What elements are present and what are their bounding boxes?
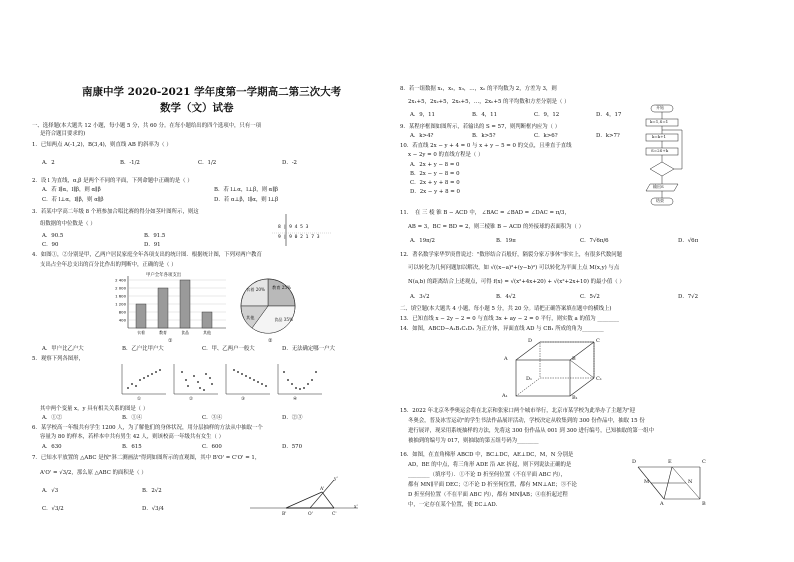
trap-label-d: D [632,459,637,465]
section1-heading: 一、选择题(本大题共 12 小题，每小题 5 分，共 60 分。在每小题给出的四个选项中，只有一项 [32,123,261,129]
q6-stem-cont: 容量为 80 的样本，若样本中共有男生 42 人，则该校高一年级共有女生（ ） [40,434,225,440]
bar-category-label: 教育 [159,330,167,335]
cube-figure [510,338,602,400]
q16-stem: 16．如图，在直角梯形 ABCD 中，BC⊥DC，AE⊥DC，M，N 分别是 [400,452,574,458]
q16-stem-cont: AD，BE 的中点，将三角形 ADE 沿 AE 折起，则下列说法正确的是 [408,462,572,468]
scatter-point [237,371,239,373]
cube-label-a1: A₁ [502,393,508,399]
q7-option-c: C．√3/2 [42,506,64,512]
q4-option-d: D．无法确定哪一户大 [282,346,335,352]
scatter-axes-1 [174,364,218,394]
q11-stem-cont: AB = 3，BC = BD = 2，则三棱锥 B − ACD 的外接球的表面积为（ ） [408,224,585,230]
flow-init: k=1,S=1 [650,119,669,124]
q1-option-a: A．2 [42,160,55,166]
cube-label-c1: C₁ [596,376,602,382]
scatter-point [203,389,205,391]
q5-option-a: A．①② [42,415,63,421]
flow-increment: k=k+1 [652,134,667,139]
scatter-axes-2 [226,364,270,394]
q3-stem-cont: 组数据的中位数是（ ） [40,221,96,227]
cube-label-d: D [528,338,533,344]
scatter-point [287,379,289,381]
bar-tick-label: 400 [118,317,126,323]
stem-leaf-plot [272,214,332,246]
q7-option-b: B．2√2 [142,488,162,494]
scatter-point [197,381,199,383]
q8-stem-cont: 2x₁+5，2x₂+5，2x₃+5，…，2xₙ+5 的平均数和方差分别是（ ） [408,99,570,105]
q12-stem-cont2: N(a,b) 的距离结合上述观点，可得 f(x) = √(x²+4x+20) + √(x²+2x+10) 的最小值（ ） [408,279,625,285]
cube-label-c: C [596,338,600,344]
bar-2 [180,280,190,328]
scatter-axes-0 [122,364,166,394]
section2-heading: 二、填空题(本大题共 4 小题，每小题 5 分，共 20 分。请把正确答案填在题中的横线上) [400,306,612,312]
q10-stem: 10．若直线 2x − y + 4 = 0 与 x + y − 5 = 0 的交点，且垂直于直线 [400,143,572,149]
scatter-point [257,381,259,383]
scatter-plots-group [120,362,326,398]
q6-option-b: B．615 [122,444,142,450]
scatter-point [265,385,267,387]
bar-tick-label: 1 200 [115,301,126,307]
scatter-label-2: ② [189,397,194,402]
flow-output: 输出S [653,184,664,189]
bar-3 [202,312,212,328]
q2-option-c: C．若 l⊥α，l∥β，则 α∥β [42,197,104,203]
q11-option-a: A．19π/2 [410,238,435,244]
scatter-point [311,379,313,381]
trap-label-a: A [660,501,664,507]
q5-option-b: B．①④ [122,415,143,421]
flow-end: 结束 [656,198,664,203]
q7-option-a: A．√3 [42,488,59,494]
q5-option-d: D．②③ [282,415,303,421]
q9-option-a: A．k>4? [410,133,434,139]
bar-category-label: 其他 [203,330,211,335]
label-o-prime: O' [308,512,313,517]
scatter-point [199,387,201,389]
exam-subtitle: 数学（文）试卷 [160,102,234,114]
scatter-point [209,377,211,379]
scatter-point [159,369,161,371]
scatter-point [283,371,285,373]
bar-tick-label: 2 400 [115,277,126,283]
label-a-prime: A' [320,487,325,492]
trap-label-c: C [702,459,706,465]
q8-option-a: A．9，11 [410,112,435,118]
bar-category-label: 衣着 [137,330,145,335]
q16-stem-cont3: 都有 MN∥平面 DEC；②不论 D 折至何位置，都有 MN⊥AE；③不论 [408,482,577,488]
q12-option-d: D．7√2 [678,294,699,300]
figure-label-2: ② [268,338,273,344]
q2-stem: 2．设 l 为直线，α,β 是两个不同的平面，下列命题中正确的是（ ） [32,178,193,184]
scatter-point [193,375,195,377]
q6-stem: 6．某学校高一年级共有学生 1200 人，为了解他们的身体状况，用分层抽样的方法从中抽取一个 [32,425,263,431]
q8-option-d: D．4，17 [596,112,622,118]
cube-label-b: B [572,356,576,362]
q9-option-c: C．k>6? [534,133,558,139]
label-c-prime: C' [332,512,337,517]
q15-stem: 15．2022 年北京冬季奥运会将在北京和张家口两个城市举行，北京市某学校为此举办了主题为"迎 [400,408,636,414]
trap-label-m: M [644,479,650,485]
q7-stem-cont: A'O' = √3/2，那么原 △ABC 的面积是（ ） [40,470,147,476]
q15-stem-cont2: 进行展评，现采用系统抽样的方法，先将这 300 份作品从 001 到 300 进行编号，已知抽取的第一组中 [408,428,654,434]
scatter-point [295,387,297,389]
scatter-label-3: ③ [241,397,246,402]
q3-option-a: A．90.5 [42,233,64,239]
q9-option-b: B．k>5? [472,133,496,139]
scatter-point [135,385,137,387]
q11-option-c: C．7√6π/6 [580,238,609,244]
q10-stem-cont: x − 2y = 0 的直线方程是（ ） [408,152,484,158]
scatter-point [155,371,157,373]
cube-label-b1: B₁ [572,395,578,401]
q1-option-b: B．-1/2 [120,160,140,166]
q12-option-a: A．3√2 [410,294,430,300]
q16-stem-cont5: 中，一定存在某个位置，使 EC⊥AD． [408,502,502,508]
scatter-point [181,371,183,373]
q8-option-b: B．4，11 [472,112,498,118]
q12-stem: 12．著名数学家华罗庚曾说过："数形结合百般好，隔裂分家万事休"事实上，有很多代数问题 [400,252,623,258]
q9-stem: 9．某程序框图如图所示，若输出的 S = 57，则判断框内应为（ ） [400,124,561,130]
figure-label-1: ① [168,338,173,344]
q16-stem-cont4: D 折至何位置（不在平面 ABC 内），都有 MN∥AB；④在折起过程 [408,492,568,498]
q3-option-d: D．91 [144,242,161,248]
q13-stem: 13．已知直线 x − 2y − 2 = 0 与直线 3x + ay − 2 = 0 平行，则实数 a 的值为 ________ [400,316,619,322]
scatter-point [127,387,129,389]
label-b-prime: B' [282,512,287,517]
scatter-point [315,371,317,373]
scatter-point [261,383,263,385]
q5-stem: 5．观察下列各图形， [32,356,84,362]
q3-stem: 3．若某中学高二年级 8 个班参加合唱比赛的得分如茎叶图所示，则这 [32,209,199,215]
label-y-prime: y' [334,477,338,482]
q11-option-d: D．√6π [678,238,699,244]
cube-label-a: A [504,356,508,362]
q5-option-c: C．③④ [202,415,223,421]
trap-label-e: E [668,459,672,465]
pie-label-other: 其他 [246,315,255,320]
flow-update: S=2S+k [651,148,669,153]
q2-option-d: D．若 α⊥β，l∥α，则 l⊥β [214,197,279,203]
q6-option-c: C．600 [202,444,222,450]
pie-label-education: 教育 25% [272,285,292,290]
flow-start: 开始 [656,105,664,110]
stem-leaf-row-1: 8 | 9 4 5 3 [278,225,309,230]
trap-label-n: N [688,479,693,485]
q12-option-b: B．4√2 [496,294,516,300]
cube-label-d1: D₁ [526,376,533,382]
scatter-point [211,383,213,385]
q5-stem-cont: 其中两个变量 x，y 具有相关关系的图是（ ） [40,406,149,412]
scatter-point [185,379,187,381]
q3-option-b: B．91.5 [144,233,166,239]
bar-chart-household-a [110,272,230,340]
q2-option-a: A．若 l∥α，l∥β，则 α∥β [42,187,101,193]
q7-stem: 7．已知水平放置的 △ABC 是按"斜二测画法"得到如图所示的直观图，其中 B'O' = C'O' = 1， [32,455,261,461]
scatter-point [303,387,305,389]
q1-option-c: C．1/2 [198,160,217,166]
q12-stem-cont: 可以转化为几何问题加以解决，如 √((x−a)²+(y−b)²) 可以转化为平面上点 M(x,y) 与点 [408,265,620,271]
q15-stem-cont3: 被抽到的编号为 017，则抽取的第五组号码为________ [408,438,539,444]
scatter-point [299,388,301,390]
section1-heading-cont: 是符合题目要求的) [40,131,86,137]
scatter-label-4: ④ [293,397,298,402]
exam-title: 南康中学 2020-2021 学年度第一学期高二第三次大考 [82,86,342,98]
q4-option-c: C．甲、乙两户一般大 [202,346,255,352]
bar-tick-label: 1 600 [115,293,126,299]
q7-option-d: D．√3/4 [142,506,164,512]
q2-option-b: B．若 l⊥α，l⊥β，则 α∥β [214,187,278,193]
q10-option-d: D．2x − y + 8 = 0 [410,189,460,195]
q10-option-a: A．2x + y − 8 = 0 [410,162,460,168]
scatter-point [147,375,149,377]
q3-option-c: C．90 [42,242,59,248]
right-column [400,0,765,562]
q1-stem: 1．已知两点 A(-1,2)，B(3,4)，则直线 AB 的斜率为（ ） [32,142,172,148]
label-x-prime: x' [354,505,358,510]
q14-stem: 14．如图，ABCD−A₁B₁C₁D₁ 为正方体，异面直线 AD 与 CB₁ 所成的角为________ [400,326,604,332]
q6-option-a: A．630 [42,444,62,450]
q16-stem-cont2: ________（填序号）．①不论 D 折至何位置（不在平面 ABC 内）， [408,472,567,478]
bar-chart-title: 甲户全年各项支出 [146,273,182,278]
scatter-point [139,379,141,381]
bar-0 [136,304,146,328]
q10-option-c: C．2x + y + 8 = 0 [410,180,460,186]
q4-option-b: B．乙户比甲户大 [122,346,164,352]
scatter-point [143,377,145,379]
scatter-label-1: ① [137,397,142,402]
scatter-point [187,385,189,387]
pie-label-food: 食品 35% [274,317,294,322]
q11-stem: 11． 在 三 棱 锥 B − ACD 中， ∠BAC = ∠BAD = ∠DAC = π/3， [400,210,570,216]
scatter-point [151,373,153,375]
q9-option-d: D．k>7? [596,133,620,139]
bar-tick-label: 800 [118,309,126,315]
scatter-point [253,379,255,381]
q4-option-a: A．甲户比乙户大 [42,346,84,352]
q6-option-d: D．570 [282,444,303,450]
trapezoid-figure [628,455,706,505]
scatter-point [205,373,207,375]
q15-stem-cont: 冬奥会，普及冰雪运动"的学生书法作品展评活动，学校决定从收集到的 300 份作品中，抽取 15 份 [408,418,645,424]
q12-option-c: C．5√2 [580,294,600,300]
bar-category-label: 食品 [181,330,189,335]
scatter-point [245,375,247,377]
bar-1 [158,288,168,328]
scatter-point [131,383,133,385]
scatter-point [241,373,243,375]
q8-option-c: C．9，12 [534,112,560,118]
q1-option-d: D．-2 [282,160,297,166]
q4-stem: 4．如图①，②分别是甲，乙两户居民家庭全年各项支出的统计图．根据统计图，下列对两户教育 [32,252,262,258]
q4-stem-cont: 支出占全年总支出的百分比作出的判断中，正确的是（ ） [40,262,177,268]
scatter-point [233,369,235,371]
scatter-point [307,383,309,385]
left-column [32,0,384,562]
pie-label-clothing: 衣着 20% [246,287,266,292]
scatter-point [249,377,251,379]
oblique-projection-figure [246,478,364,516]
q10-option-b: B．2x − y − 8 = 0 [410,171,460,177]
q8-stem: 8．若一组数据 x₁，x₂，x₃，…，xₙ 的平均数为 2，方差为 3，则 [400,86,557,92]
stem-leaf-row-2: 9 | 9 0 2 1 7 3 [278,235,320,240]
trap-label-b: B [702,501,706,507]
scatter-point [291,383,293,385]
q11-option-b: B．19π [496,238,516,244]
bar-tick-label: 2 000 [115,285,126,291]
